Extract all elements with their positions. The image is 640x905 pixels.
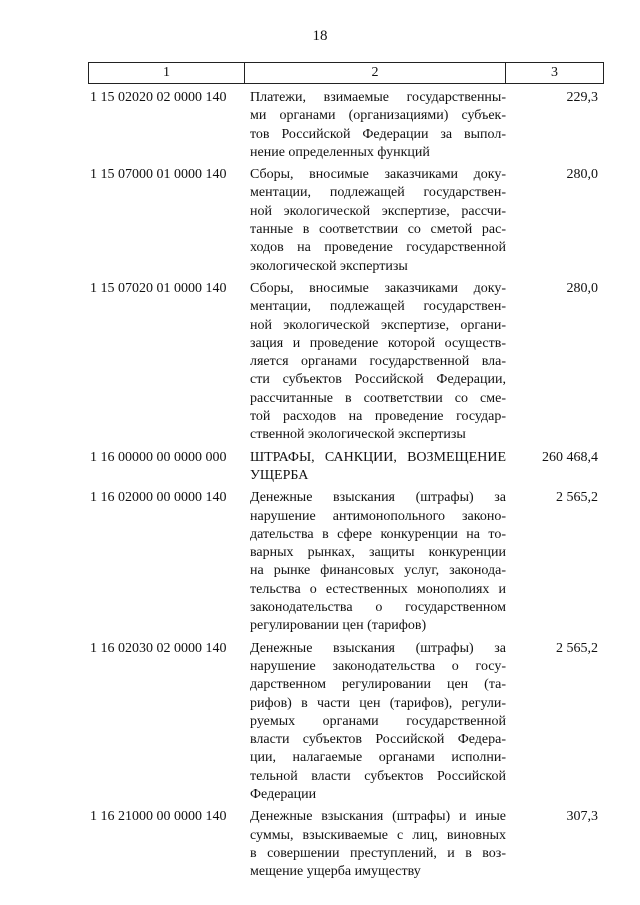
table-row [88,89,604,162]
income-name-line: варных рынках, защиты конкуренции [250,545,506,561]
income-name-line: экологической экспертизы [250,258,408,274]
income-name-line: той расходов на проведение государ- [250,409,506,425]
income-name-line: дарственном регулировании цен (та- [250,677,506,693]
table-row [88,489,604,635]
income-name-line: руемых органами государственной [250,713,506,729]
income-name-line: Денежные взыскания (штрафы) и иные [250,809,506,825]
income-name-line: ной экологической экспертизе, рассчи- [250,203,506,219]
income-name-line: суммы, взыскиваемые с лиц, виновных [250,827,506,843]
income-name-line: ментации, подлежащей государствен- [250,299,506,315]
income-name-line: тельства о естественных монополиях и [250,581,506,597]
header-col-2: 2 [245,63,506,83]
income-name [244,89,506,162]
income-name-line: ции, налагаемые органами исполни- [250,750,506,766]
income-name-line: регулировании цен (тарифов) [250,618,427,634]
income-name-line: ментации, подлежащей государствен- [250,185,506,201]
income-name-line: Платежи, взимаемые государственны- [250,90,506,105]
income-name-line: танные в соответствии со сметой рас- [250,222,506,238]
income-name-line: власти субъектов Российской Федера- [250,732,506,748]
amount: 307,3 [566,809,598,825]
income-name-line: УЩЕРБА [250,467,309,483]
income-name-line: Сборы, вносимые заказчиками доку- [250,167,506,183]
amount: 260 468,4 [542,449,598,465]
income-name-line: рассчитанные в соответствии со сме- [250,390,506,406]
income-name-line: нение определенных функций [250,144,430,160]
amount: 2 565,2 [556,490,598,506]
income-name-line: тельной власти субъектов Российской [250,768,506,784]
amount: 229,3 [566,90,598,105]
income-name-line: Сборы, вносимые заказчиками доку- [250,280,506,296]
income-name-line: законодательства о государственном [250,600,506,616]
table-body [88,89,604,885]
income-name-line: мещение ущерба имуществу [250,864,421,880]
income-name [244,640,506,805]
income-name-line: ной экологической экспертизе, органи- [250,317,506,333]
table-row [88,449,604,486]
income-name-line: Федерации [250,786,317,802]
page-number: 18 [312,28,328,44]
budget-code: 1 15 02020 02 0000 140 [90,90,227,105]
header-col-1: 1 [89,63,245,83]
budget-code: 1 16 00000 00 0000 000 [90,449,227,465]
income-name [244,808,506,881]
income-name-line: нарушение законодательства о госу- [250,658,506,674]
table-header [88,62,604,84]
income-name-line: зация и проведение которой осуществ- [250,335,506,351]
income-name-line: ходов на проведение государственной [250,240,506,256]
budget-code: 1 16 21000 00 0000 140 [90,809,227,825]
income-name-line: ми органами (организациями) субъек- [250,108,506,124]
income-name [244,449,506,486]
budget-code: 1 16 02030 02 0000 140 [90,640,227,656]
income-name-line: дательства в сфере конкуренции на то- [250,526,506,542]
income-name [244,280,506,445]
income-name-line: рифов) в части цен (тарифов), регули- [250,695,506,711]
income-name-line: ШТРАФЫ, САНКЦИИ, ВОЗМЕЩЕНИЕ [250,449,506,465]
income-name-line: ственной экологической экспертизы [250,427,466,443]
budget-code: 1 15 07000 01 0000 140 [90,167,227,183]
income-name-line: Денежные взыскания (штрафы) за [250,640,506,656]
income-name-line: нарушение антимонопольного законо- [250,508,506,524]
income-name-line: тов Российской Федерации за выпол- [250,126,506,142]
amount: 2 565,2 [556,640,598,656]
table-row [88,280,604,445]
income-name-line: ляется органами государственной вла- [250,354,506,370]
table-row [88,640,604,805]
table-row [88,166,604,276]
budget-code: 1 16 02000 00 0000 140 [90,490,227,506]
amount: 280,0 [566,167,598,183]
budget-code: 1 15 07020 01 0000 140 [90,280,227,296]
income-name-line: на рынке финансовых услуг, законода- [250,563,506,579]
header-col-3: 3 [551,65,558,80]
income-name-line: сти субъектов Российской Федерации, [250,372,506,388]
income-name-line: Денежные взыскания (штрафы) за [250,490,506,506]
amount: 280,0 [566,280,598,296]
income-name-line: в совершении преступлений, и в воз- [250,845,506,861]
income-name [244,489,506,635]
table-row [88,808,604,881]
income-name [244,166,506,276]
